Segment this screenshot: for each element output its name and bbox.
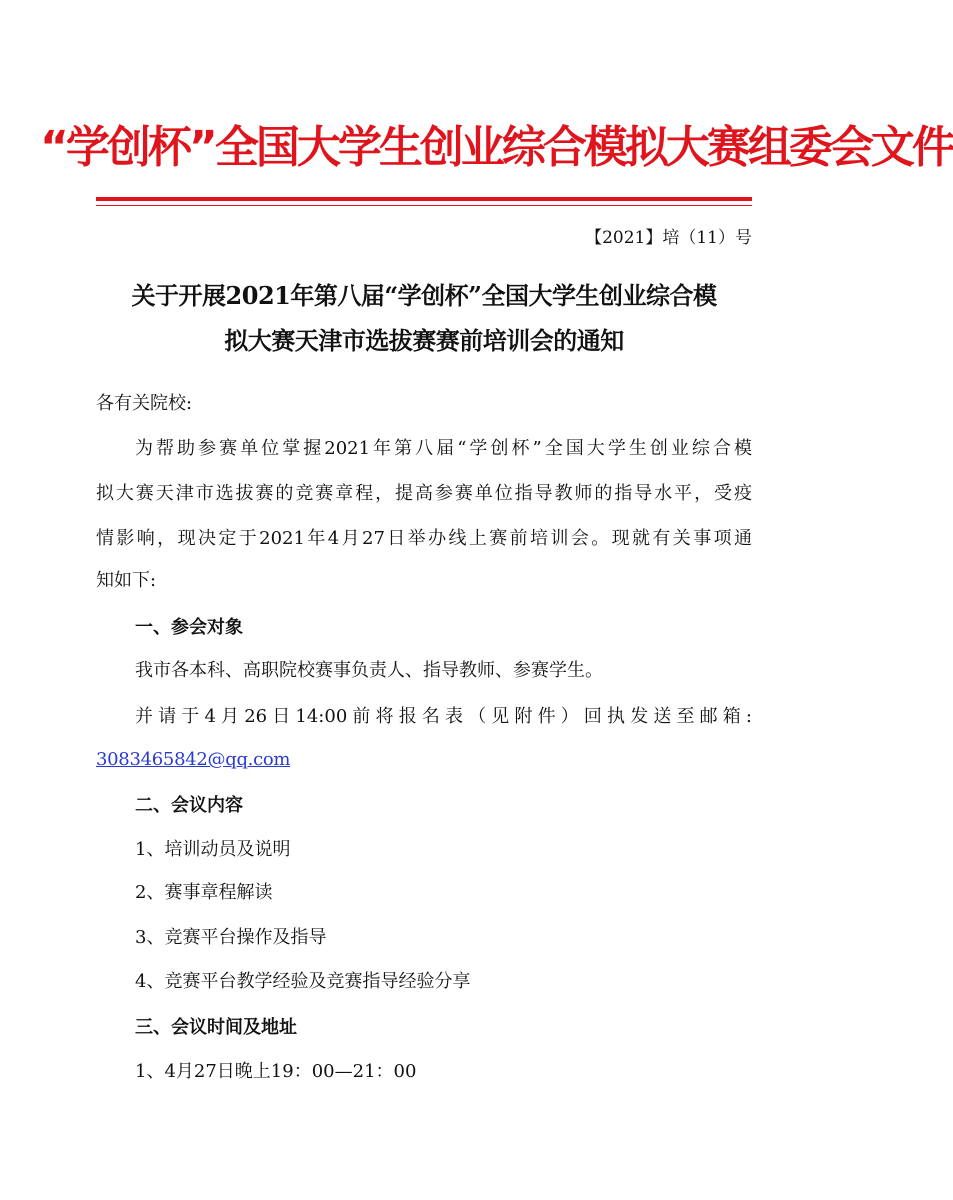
notice-title-line-2: 拟大赛天津市选拔赛赛前培训会的通知 [224,326,624,355]
participants-text: 我市各本科、高职院校赛事负责人、指导教师、参赛学生。 [135,660,603,681]
content-list-item: 1、培训动员及说明 [135,839,291,860]
header-title: “学创杯”全国大学生创业综合模拟大赛组委会文件 [40,122,953,173]
time-list-item: 1、4月27日晚上19：00—21：00 [135,1061,417,1082]
header-rule-thin [96,205,752,206]
content-list-item: 2、赛事章程解读 [135,882,273,903]
intro-line: 为帮助参赛单位掌握2021年第八届“学创杯”全国大学生创业综合模 [135,438,752,459]
content-list-item: 3、竞赛平台操作及指导 [135,927,327,948]
notice-title-line-1: 关于开展2021年第八届“学创杯”全国大学生创业综合模 [131,281,717,310]
document-number: 【2021】培（11）号 [585,228,752,248]
intro-line: 拟大赛天津市选拔赛的竞赛章程，提高参赛单位指导教师的指导水平，受疫 [96,483,752,504]
content-list-item: 4、竞赛平台教学经验及竞赛指导经验分享 [135,971,471,992]
section-heading-participants: 一、参会对象 [135,617,243,638]
intro-line: 知如下: [96,570,157,591]
email-link[interactable]: 3083465842@qq.com [96,749,291,770]
salutation: 各有关院校: [96,393,193,414]
header-rule-thick [96,197,752,201]
intro-line: 情影响，现决定于2021年4月27日举办线上赛前培训会。现就有关事项通 [96,528,752,549]
registration-deadline-text: 并请于4月26日14:00前将报名表（见附件）回执发送至邮箱: [135,706,752,727]
section-heading-time-location: 三、会议时间及地址 [135,1017,297,1038]
section-heading-content: 二、会议内容 [135,795,243,816]
